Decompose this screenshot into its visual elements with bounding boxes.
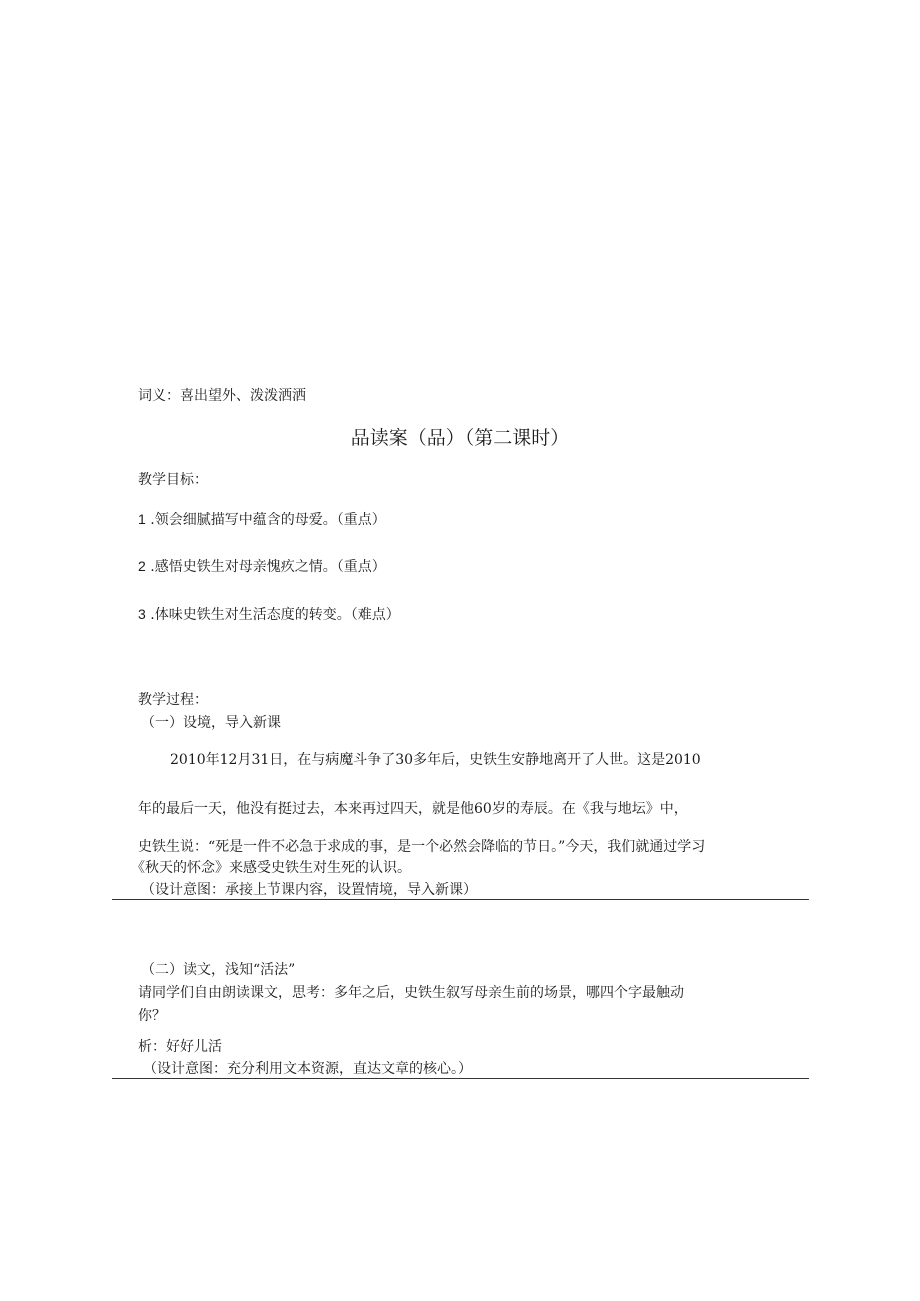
objective-item-2 bbox=[138, 557, 386, 576]
section2-paragraph-line: 请同学们自由朗读课文，思考：多年之后，史铁生叙写母亲生前的场景，哪四个字最触动 bbox=[138, 985, 684, 1001]
section1-design-note: （设计意图：承接上节课内容，设置情境，导入新课） bbox=[141, 882, 477, 898]
lesson-title: 品读案（品）（第二课时） bbox=[350, 427, 570, 449]
objectives-heading: 教学目标： bbox=[138, 472, 208, 488]
section1-paragraph-line: 年的最后一天，他没有挺过去，本来再过四天，就是他60岁的寿辰。在《我与地坛》中， bbox=[138, 801, 688, 817]
objective-text: .体味史铁生对生活态度的转变。（难点） bbox=[145, 607, 400, 623]
section2-design-note: （设计意图：充分利用文本资源，直达文章的核心。） bbox=[143, 1061, 472, 1077]
objective-number: 2 bbox=[138, 558, 146, 574]
objective-text: .领会细腻描写中蕴含的母爱。（重点） bbox=[145, 512, 386, 528]
objective-number: 3 bbox=[138, 606, 146, 622]
section1-paragraph-line: 2010年12月31日，在与病魔斗争了30多年后，史铁生安静地离开了人世。这是2010 bbox=[170, 752, 701, 768]
objective-item-1 bbox=[138, 510, 386, 529]
section1-heading: （一）设境，导入新课 bbox=[141, 715, 281, 731]
vocab-line: 词义：喜出望外、泼泼洒洒 bbox=[138, 388, 306, 404]
section2-analysis: 析：好好儿活 bbox=[138, 1039, 222, 1055]
process-heading: 教学过程： bbox=[138, 692, 208, 708]
section2-heading: （二）读文，浅知“活法” bbox=[141, 962, 296, 978]
objective-number: 1 bbox=[138, 511, 146, 527]
section2-paragraph-line: 你？ bbox=[138, 1008, 166, 1024]
divider-line bbox=[112, 1078, 809, 1079]
objective-item-3 bbox=[138, 605, 400, 624]
section1-paragraph-line: 《秋天的怀念》来感受史铁生对生死的认识。 bbox=[131, 860, 411, 876]
section1-paragraph-line: 史铁生说：“死是一件不必急于求成的事，是一个必然会降临的节日。”今天，我们就通过学习 bbox=[138, 839, 706, 855]
objective-text: .感悟史铁生对母亲愧疚之情。（重点） bbox=[145, 559, 386, 575]
divider-line bbox=[112, 899, 809, 900]
